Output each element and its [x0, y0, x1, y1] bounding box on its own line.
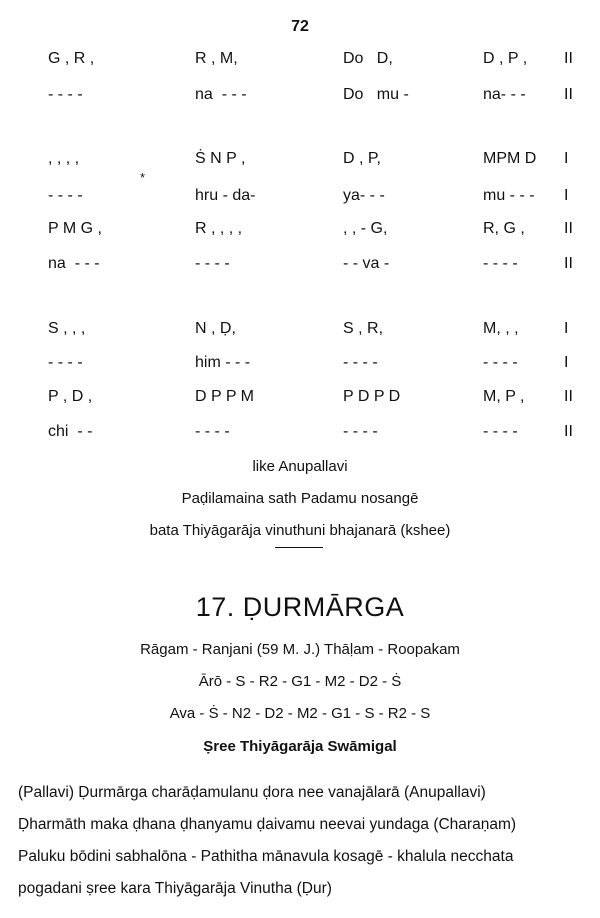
notation-cell: MPM D: [483, 150, 537, 167]
lyric-line: Ḍharmāth maka ḍhana ḍhanyamu ḍaivamu neevai yundaga (Charaṇam): [18, 816, 517, 833]
notation-cell: , , - G,: [343, 220, 388, 237]
lyric-syllable-row: [0, 423, 600, 447]
notation-cell: - - - -: [343, 354, 378, 371]
notation-cell: D , P,: [343, 150, 381, 167]
notation-cell: Ṡ N P ,: [195, 150, 246, 167]
bar-mark: I: [564, 150, 569, 167]
notation-cell: na - - -: [195, 86, 247, 103]
notation-cell: D , P ,: [483, 50, 528, 67]
bar-mark: I: [564, 320, 569, 337]
notation-cell: him - - -: [195, 354, 251, 371]
notation-cell: N , Ḍ,: [195, 320, 236, 337]
notation-cell: D P P M: [195, 388, 254, 405]
notation-cell: G , R ,: [48, 50, 95, 67]
notation-cell: mu - - -: [483, 187, 535, 204]
bar-mark: II: [564, 388, 573, 405]
bar-mark: II: [564, 255, 573, 272]
notation-cell: ya- - -: [343, 187, 385, 204]
bar-mark: II: [564, 423, 573, 440]
notation-cell: chi - -: [48, 423, 93, 440]
notation-row: [0, 220, 600, 244]
closing-line: Paḍilamaina sath Padamu nosangē: [181, 490, 419, 507]
notation-cell: - - - -: [483, 255, 518, 272]
notation-row: [0, 150, 600, 174]
notation-cell: P , D ,: [48, 388, 93, 405]
arohanam-line: Ārō - S - R2 - G1 - M2 - D2 - Ṡ: [198, 673, 402, 690]
lyric-line: Paluku bōdini sabhalōna - Pathitha mānavula kosagē - khalula necchata: [18, 848, 514, 865]
closing-line: like Anupallavi: [252, 458, 348, 475]
lyric-syllable-row: [0, 354, 600, 378]
notation-cell: M, P ,: [483, 388, 525, 405]
notation-cell: S , R,: [343, 320, 384, 337]
asterisk-mark: *: [140, 170, 146, 185]
notation-cell: - - - -: [195, 255, 230, 272]
notation-cell: , , , ,: [48, 150, 80, 167]
section-divider: [275, 547, 323, 548]
notation-cell: R , , , ,: [195, 220, 243, 237]
notation-cell: S , , ,: [48, 320, 86, 337]
notation-cell: - - - -: [195, 423, 230, 440]
notation-cell: - - - -: [48, 354, 83, 371]
notation-cell: - - - -: [48, 187, 83, 204]
notation-cell: Do mu -: [343, 86, 409, 103]
notation-cell: Do D,: [343, 50, 393, 67]
closing-line: bata Thiyāgarāja vinuthuni bhajanarā (kshee): [149, 522, 451, 539]
lyric-syllable-row: [0, 187, 600, 211]
composer-line: Ṣree Thiyāgarāja Swāmigal: [203, 738, 397, 755]
lyric-line: (Pallavi) Ḍurmārga charāḍamulanu ḍora nee vanajālarā (Anupallavi): [18, 784, 486, 801]
lyric-syllable-row: [0, 86, 600, 110]
notation-cell: P D P D: [343, 388, 401, 405]
bar-mark: I: [564, 187, 569, 204]
notation-cell: R, G ,: [483, 220, 525, 237]
notation-cell: na - - -: [48, 255, 100, 272]
notation-row: [0, 50, 600, 74]
notation-cell: - - - -: [48, 86, 83, 103]
notation-cell: - - - -: [483, 423, 518, 440]
notation-cell: hru - da-: [195, 187, 256, 204]
lyric-syllable-row: [0, 255, 600, 279]
notation-cell: - - - -: [483, 354, 518, 371]
ragam-line: Rāgam - Ranjani (59 M. J.) Thāḷam - Roopakam: [140, 641, 460, 658]
lyric-line: pogadani ṣree kara Thiyāgarāja Vinutha (Ḍur): [18, 880, 332, 897]
notation-row: [0, 388, 600, 412]
notation-cell: M, , ,: [483, 320, 519, 337]
song-title: 17. ḌURMĀRGA: [195, 592, 405, 622]
notation-cell: na- - -: [483, 86, 526, 103]
avarohanam-line: Ava - Ṡ - N2 - D2 - M2 - G1 - S - R2 - S: [169, 705, 431, 722]
notation-cell: - - - -: [343, 423, 378, 440]
bar-mark: II: [564, 50, 573, 67]
notation-cell: P M G ,: [48, 220, 102, 237]
notation-cell: R , M,: [195, 50, 238, 67]
bar-mark: II: [564, 86, 573, 103]
notation-cell: - - va -: [343, 255, 390, 272]
bar-mark: II: [564, 220, 573, 237]
bar-mark: I: [564, 354, 569, 371]
notation-row: [0, 320, 600, 344]
page-number: 72: [291, 18, 309, 35]
